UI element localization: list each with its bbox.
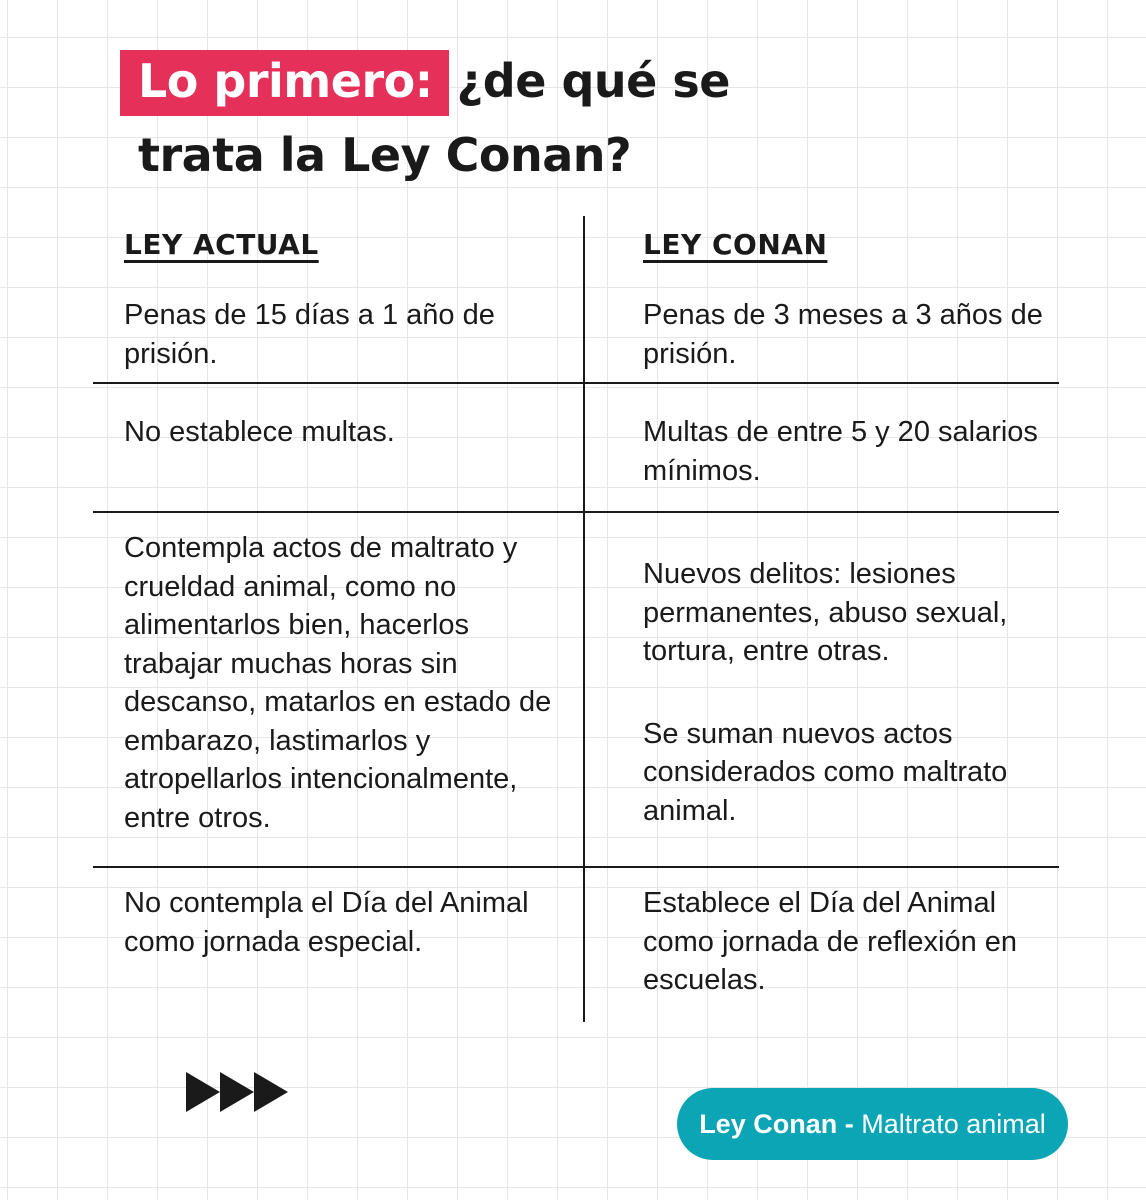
page-title: [120, 44, 730, 192]
row3-right-text-1: Nuevos delitos: lesiones permanentes, abuso sexual, tortura, entre otras.: [643, 558, 1008, 667]
row1-left-cell: [124, 296, 574, 373]
topic-tag-separator: -: [837, 1108, 862, 1139]
row-divider-3: [93, 866, 1059, 868]
row3-right-text-2: Se suman nuevos actos considerados como maltrato animal.: [643, 717, 1008, 827]
right-column-header: LEY CONAN: [643, 228, 828, 261]
row4-left-text: No contempla el Día del Animal como jornada especial.: [124, 887, 529, 958]
row2-right-text: Multas de entre 5 y 20 salarios mínimos.: [643, 416, 1038, 487]
row4-left-cell: [124, 884, 574, 961]
topic-tag-bold: Ley Conan: [699, 1108, 838, 1139]
row3-left-cell: [124, 529, 574, 837]
title-highlight: Lo primero:: [120, 50, 449, 116]
topic-tag: [677, 1088, 1068, 1160]
row3-right-cell: [643, 555, 1058, 830]
title-line1: ¿de qué se: [456, 54, 730, 108]
title-line2: trata la Ley Conan?: [138, 128, 632, 182]
left-column-header: LEY ACTUAL: [124, 228, 319, 261]
play-arrow-icon: [220, 1072, 254, 1112]
triple-play-arrows-icon: [186, 1072, 288, 1112]
row1-right-cell: [643, 296, 1058, 373]
play-arrow-icon: [186, 1072, 220, 1112]
topic-tag-text: Maltrato animal: [861, 1108, 1046, 1139]
row2-left-cell: [124, 413, 574, 452]
row3-left-text: Contempla actos de maltrato y crueldad animal, como no alimentarlos bien, hacerlos trabajar muchas horas sin descanso, matarlos en estado de embarazo, lastimarlos y atropellarlos intencionalmente, entre otros.: [124, 532, 552, 834]
play-arrow-icon: [254, 1072, 288, 1112]
row4-right-text: Establece el Día del Animal como jornada de reflexión en escuelas.: [643, 887, 1018, 996]
row-divider-2: [93, 511, 1059, 513]
row4-right-cell: [643, 884, 1058, 1000]
column-divider: [583, 216, 585, 1022]
row2-left-text: No establece multas.: [124, 416, 395, 448]
row1-right-text: Penas de 3 meses a 3 años de prisión.: [643, 299, 1043, 370]
row2-right-cell: [643, 413, 1058, 490]
row-divider-1: [93, 382, 1059, 384]
row1-left-text: Penas de 15 días a 1 año de prisión.: [124, 299, 495, 370]
